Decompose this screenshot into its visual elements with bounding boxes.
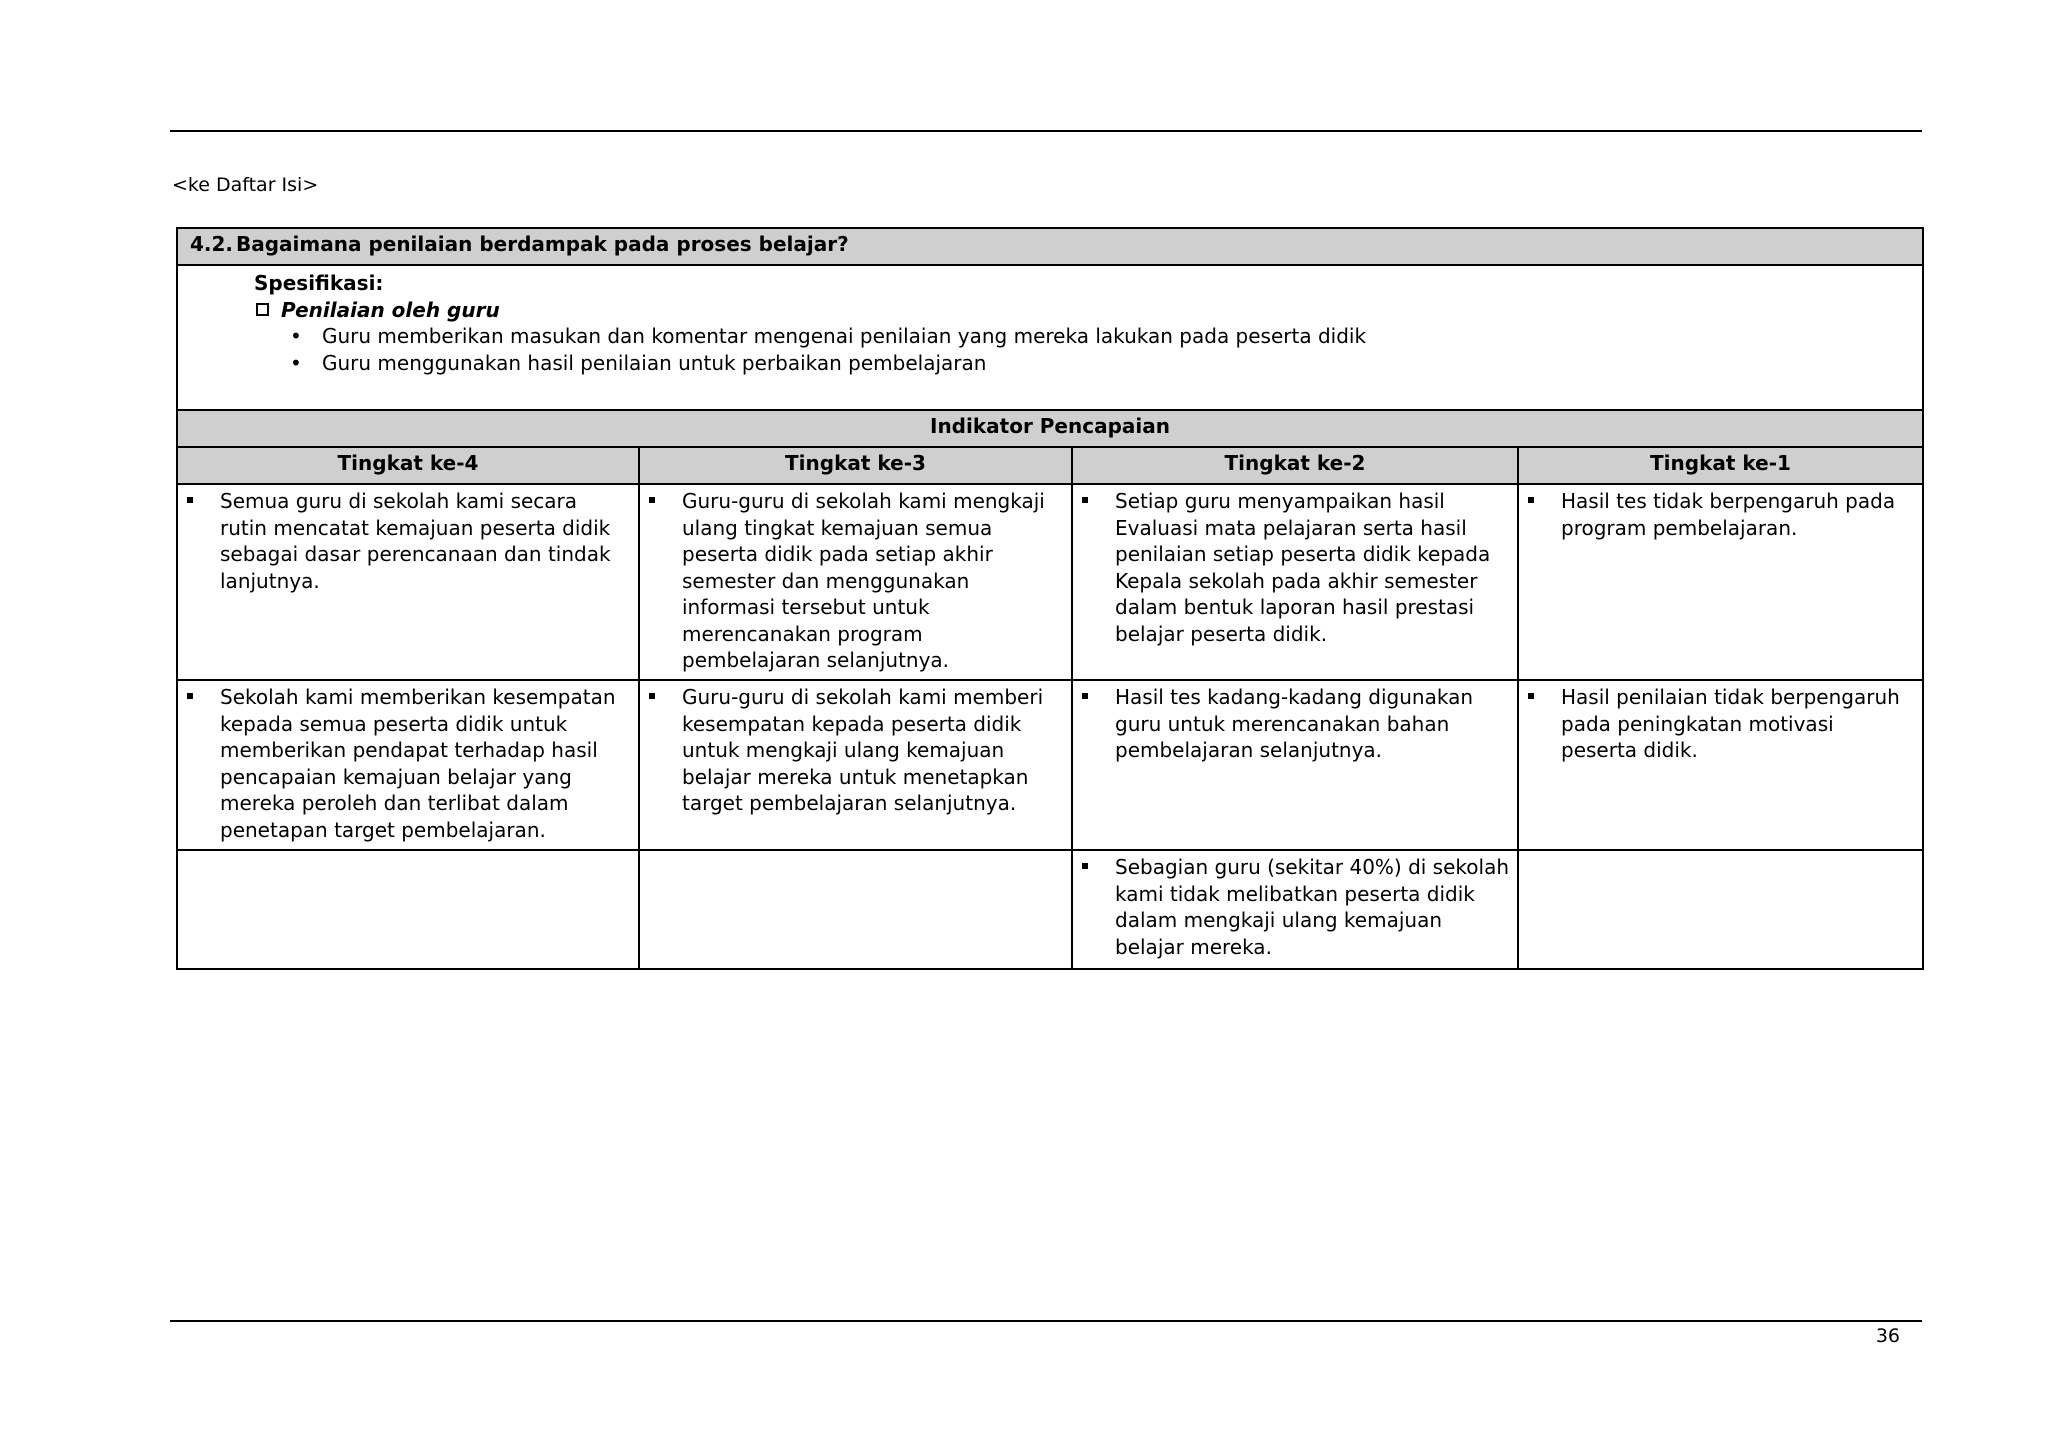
square-bullet-icon (187, 693, 193, 699)
spec-title: Spesifikasi: (254, 271, 384, 295)
square-bullet-icon (1082, 863, 1088, 869)
spec-subtitle-row (178, 297, 1922, 324)
level-header-1: Tingkat ke-1 (1518, 447, 1923, 484)
indicator-cell: Guru-guru di sekolah kami memberi kesempatan kepada peserta didik untuk mengkaji ulang kemajuan belajar mereka untuk menetapkan target pembelajaran selanjutnya. (639, 680, 1072, 850)
footer-rule (170, 1320, 1922, 1322)
indicator-cell: Sebagian guru (sekitar 40%) di sekolah kami tidak melibatkan peserta didik dalam mengkaji ulang kemajuan belajar mereka. (1072, 850, 1518, 969)
indicator-cell-empty (177, 850, 639, 969)
square-bullet-icon (1528, 497, 1534, 503)
square-bullet-icon (1082, 497, 1088, 503)
page-number: 36 (1875, 1325, 1900, 1347)
indicator-cell: Sekolah kami memberikan kesempatan kepada semua peserta didik untuk memberikan pendapat terhadap hasil pencapaian kemajuan belajar yang mereka peroleh dan terlibat dalam penetapan target pembelajaran. (177, 680, 639, 850)
square-bullet-icon (187, 497, 193, 503)
level-header-4: Tingkat ke-4 (177, 447, 639, 484)
square-bullet-icon (1082, 693, 1088, 699)
indicator-cell-empty (639, 850, 1072, 969)
header-rule (170, 130, 1922, 132)
specification-block (177, 265, 1923, 410)
bullet-icon: • (290, 324, 302, 348)
indicator-cell: Guru-guru di sekolah kami mengkaji ulang tingkat kemajuan semua peserta didik pada setiap akhir semester dan menggunakan informasi tersebut untuk merencanakan program pembelajaran selanjutnya. (639, 484, 1072, 680)
section-question (177, 228, 1923, 265)
spec-item: • Guru menggunakan hasil penilaian untuk perbaikan pembelajaran (290, 350, 987, 375)
checkbox-bullet-icon (256, 303, 269, 316)
indicator-header: Indikator Pencapaian (177, 410, 1923, 447)
section-number: 4.2. (190, 232, 234, 256)
indicator-cell: Hasil tes kadang-kadang digunakan guru untuk merencanakan bahan pembelajaran selanjutnya. (1072, 680, 1518, 850)
indicator-cell: Setiap guru menyampaikan hasil Evaluasi mata pelajaran serta hasil penilaian setiap peserta didik kepada Kepala sekolah pada akhir semester dalam bentuk laporan hasil prestasi belajar peserta didik. (1072, 484, 1518, 680)
square-bullet-icon (1528, 693, 1534, 699)
bullet-icon: • (290, 350, 302, 375)
indicator-cell: Semua guru di sekolah kami secara rutin mencatat kemajuan peserta didik sebagai dasar perencanaan dan tindak lanjutnya. (177, 484, 639, 680)
toc-link[interactable]: <ke Daftar Isi> (172, 174, 319, 196)
square-bullet-icon (649, 497, 655, 503)
level-header-2: Tingkat ke-2 (1072, 447, 1518, 484)
level-header-3: Tingkat ke-3 (639, 447, 1072, 484)
section-question-text: Bagaimana penilaian berdampak pada proses belajar? (236, 232, 849, 256)
rubric-table (176, 227, 1924, 970)
indicator-cell: Hasil tes tidak berpengaruh pada program pembelajaran. (1518, 484, 1923, 680)
spec-subtitle: Penilaian oleh guru (281, 297, 500, 322)
indicator-cell-empty (1518, 850, 1923, 969)
indicator-cell: Hasil penilaian tidak berpengaruh pada peningkatan motivasi peserta didik. (1518, 680, 1923, 850)
square-bullet-icon (649, 693, 655, 699)
spec-item: • Guru memberikan masukan dan komentar mengenai penilaian yang mereka lakukan pada peserta didik (290, 324, 1367, 348)
